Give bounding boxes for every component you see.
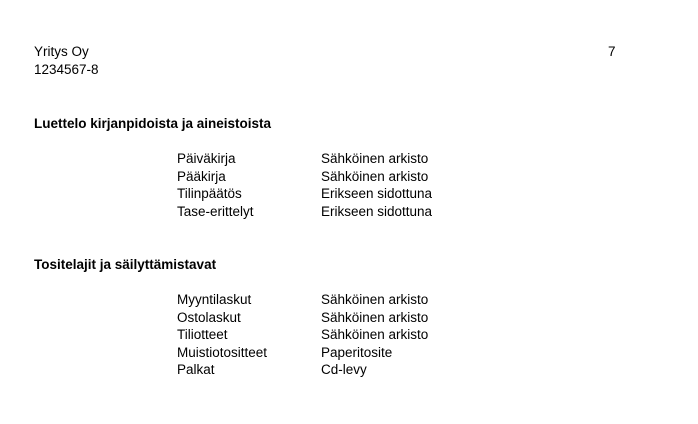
table-row: [177, 150, 432, 168]
table-row: [177, 291, 428, 309]
table-row: [177, 168, 432, 186]
storage-method: Sähköinen arkisto: [321, 151, 429, 166]
table-row: [177, 344, 428, 362]
record-name: Tilinpäätös: [177, 186, 242, 202]
storage-method: Cd-levy: [321, 362, 367, 378]
page-number: 7: [608, 44, 616, 59]
storage-method: Sähköinen arkisto: [321, 168, 429, 184]
table-row: [177, 309, 428, 327]
table-row: [177, 326, 428, 344]
voucher-type: Myyntilaskut: [177, 292, 252, 307]
storage-method: Sähköinen arkisto: [321, 292, 429, 307]
record-name: Pääkirja: [177, 168, 226, 184]
storage-method: Paperitosite: [321, 344, 393, 360]
voucher-types-table: [177, 291, 428, 379]
table-row: [177, 203, 432, 221]
section-title-bookkeeping-list: Luettelo kirjanpidoista ja aineistoista: [34, 116, 272, 131]
storage-method: Sähköinen arkisto: [321, 327, 429, 343]
company-name: Yritys Oy: [34, 44, 89, 59]
voucher-type: Ostolaskut: [177, 309, 241, 325]
company-business-id: 1234567-8: [34, 62, 99, 77]
voucher-type: Palkat: [177, 362, 215, 378]
section-title-voucher-types: Tositelajit ja säilyttämistavat: [34, 257, 217, 272]
record-name: Tase-erittelyt: [177, 203, 254, 219]
bookkeeping-list-table: [177, 150, 432, 220]
table-row: [177, 185, 432, 203]
storage-method: Sähköinen arkisto: [321, 309, 429, 325]
storage-method: Erikseen sidottuna: [321, 203, 433, 219]
voucher-type: Tiliotteet: [177, 327, 228, 343]
storage-method: Erikseen sidottuna: [321, 186, 433, 202]
table-row: [177, 361, 428, 379]
voucher-type: Muistiotositteet: [177, 344, 268, 360]
record-name: Päiväkirja: [177, 151, 236, 166]
